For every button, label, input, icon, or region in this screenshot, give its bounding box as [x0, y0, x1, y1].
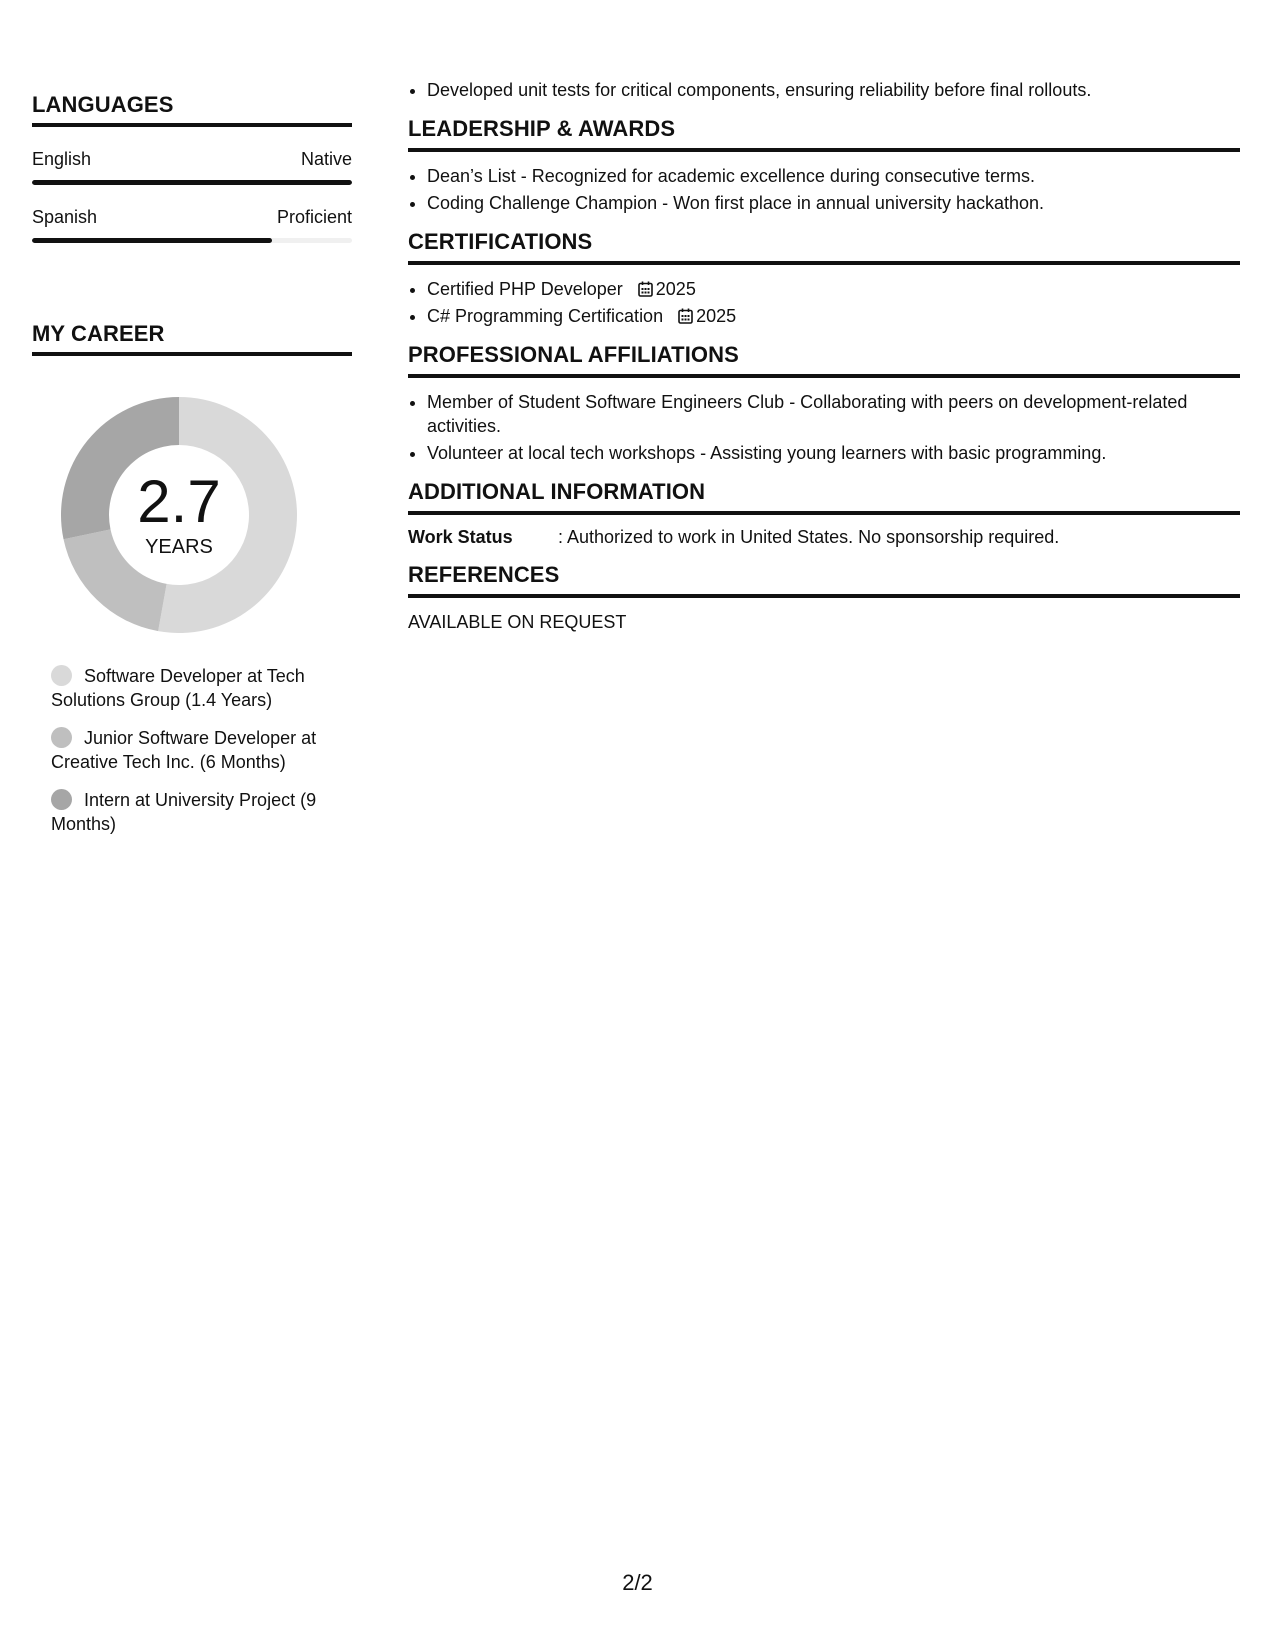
- language-bar: [32, 180, 352, 185]
- language-name: English: [32, 149, 92, 169]
- career-section: [32, 321, 352, 836]
- calendar-icon: [678, 308, 693, 324]
- career-total: 2.7: [137, 467, 221, 535]
- legend-label: Software Developer at Tech Solutions Group (1.4 Years): [51, 666, 305, 710]
- references-text: AVAILABLE ON REQUEST: [408, 612, 627, 632]
- certification-name: C# Programming Certification: [427, 306, 664, 326]
- affiliation-item: • Member of Student Software Engineers Club - Collaborating with peers on development-related activities.: [427, 390, 1240, 438]
- certification-year: 2025: [655, 279, 696, 299]
- career-donut: [54, 390, 304, 640]
- career-unit: YEARS: [145, 535, 213, 558]
- references-title: REFERENCES: [408, 562, 1240, 598]
- languages-section: [32, 92, 352, 243]
- language-level: Native: [300, 149, 352, 169]
- certification-item: [427, 304, 1240, 328]
- legend-dot: [51, 727, 72, 748]
- certification-name: Certified PHP Developer: [427, 279, 623, 299]
- right-column: [408, 78, 1240, 633]
- language-name: Spanish: [32, 207, 98, 227]
- legend-label: Junior Software Developer at Creative Tech Inc. (6 Months): [51, 728, 317, 772]
- career-legend: [51, 664, 341, 836]
- legend-item: [51, 788, 341, 836]
- additional-section: [408, 479, 1240, 548]
- experience-bullets: [408, 78, 1240, 102]
- affiliations-section: [408, 342, 1240, 465]
- legend-label: Intern at University Project (9 Months): [51, 790, 317, 834]
- certifications-section: [408, 229, 1240, 328]
- legend-item: [51, 726, 341, 774]
- leadership-section: [408, 116, 1240, 215]
- work-status-row: [408, 527, 1240, 548]
- language-bar-fill: [32, 180, 352, 185]
- language-item: [32, 149, 352, 185]
- references-section: [408, 562, 1240, 633]
- calendar-icon: [638, 281, 653, 297]
- language-item: [32, 207, 352, 243]
- language-bar-fill: [32, 238, 272, 243]
- certification-item: [427, 277, 1240, 301]
- work-status-key: Work Status: [408, 527, 513, 547]
- work-status-value: : Authorized to work in United States. No sponsorship required.: [558, 527, 1060, 547]
- language-level: Proficient: [276, 207, 352, 227]
- additional-title: ADDITIONAL INFORMATION: [408, 479, 1240, 515]
- certification-year: 2025: [696, 306, 737, 326]
- language-bar: [32, 238, 352, 243]
- left-column: [32, 92, 352, 850]
- career-donut-center: [54, 390, 304, 640]
- legend-dot: [51, 665, 72, 686]
- legend-dot: [51, 789, 72, 810]
- career-title: MY CAREER: [32, 321, 352, 356]
- affiliation-item: • Volunteer at local tech workshops - Assisting young learners with basic programming.: [427, 441, 1240, 465]
- leadership-item: • Coding Challenge Champion - Won first place in annual university hackathon.: [427, 191, 1240, 215]
- affiliations-title: PROFESSIONAL AFFILIATIONS: [408, 342, 1240, 378]
- certifications-title: CERTIFICATIONS: [408, 229, 1240, 265]
- leadership-title: LEADERSHIP & AWARDS: [408, 116, 1240, 152]
- leadership-item: • Dean’s List - Recognized for academic excellence during consecutive terms.: [427, 164, 1240, 188]
- experience-bullet: • Developed unit tests for critical components, ensuring reliability before final rollouts.: [427, 78, 1240, 102]
- page-number: 2/2: [622, 1570, 653, 1595]
- legend-item: [51, 664, 341, 712]
- languages-title: LANGUAGES: [32, 92, 352, 127]
